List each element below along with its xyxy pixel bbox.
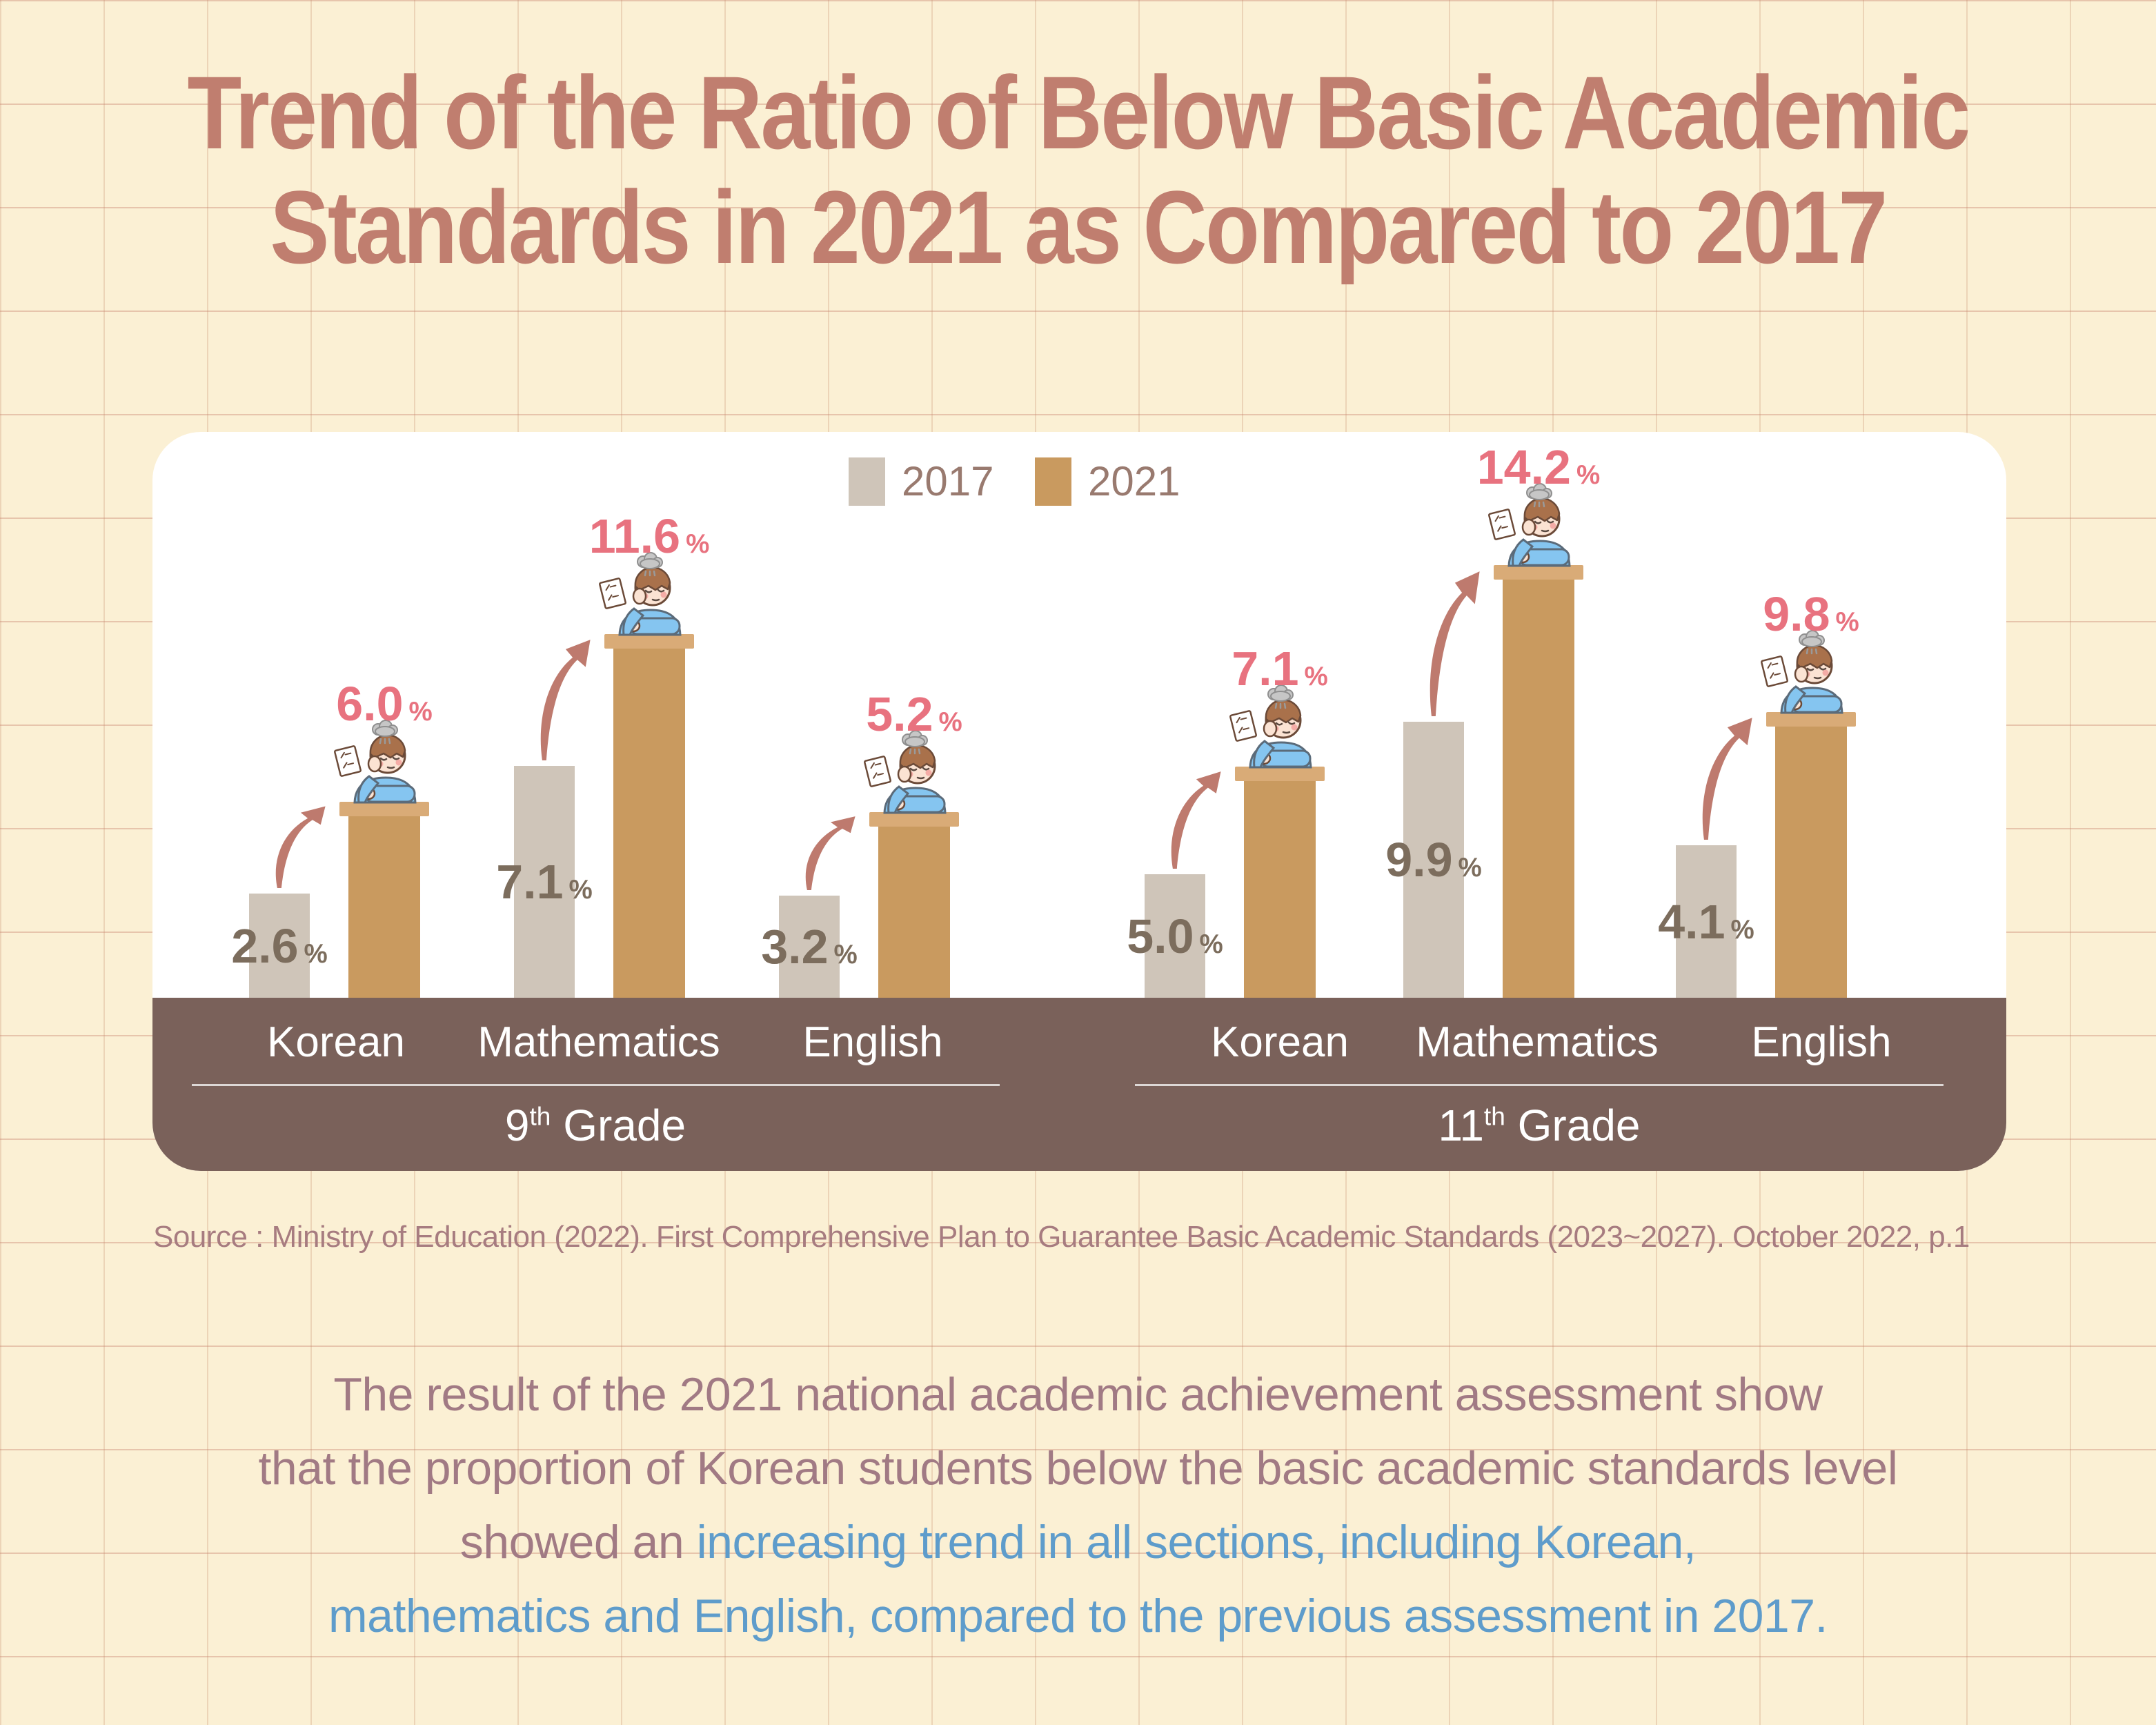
- value-2021-english-11th-grade: 9.8 %: [1763, 587, 1859, 641]
- legend-swatch-2017: [849, 457, 885, 506]
- percent-sign: %: [1458, 853, 1482, 883]
- frustrated-student-icon-korean-9th-grade: [333, 720, 436, 816]
- percent-sign: %: [1304, 662, 1328, 691]
- percent-sign: %: [1199, 929, 1223, 959]
- value-2017-english-11th-grade: 4.1 %: [1658, 894, 1754, 949]
- value-2017-korean-9th-grade: 2.6 %: [231, 918, 328, 973]
- summary-line-4-highlight: mathematics and English, compared to the previous assessment in 2017.: [328, 1590, 1828, 1642]
- source-citation: Source : Ministry of Education (2022). First Comprehensive Plan to Guarantee Basic Academic Standards (2023~2027). October 2022, p.1: [153, 1220, 1970, 1254]
- percent-sign: %: [938, 707, 962, 737]
- grade-11-ordinal: th: [1483, 1101, 1505, 1131]
- grade-9-word: Grade: [563, 1101, 686, 1150]
- summary-line-3: [0, 1506, 2156, 1579]
- value-2021-english-9th-grade: 5.2 %: [866, 687, 962, 741]
- value-2021-korean-9th-grade: 6.0 %: [336, 677, 433, 731]
- frustrated-student-icon-korean-11th-grade: [1228, 684, 1332, 781]
- summary-line-3-highlight: increasing trend in all sections, including Korean,: [696, 1516, 1697, 1568]
- value-2021-mathematics-9th-grade: 11.6 %: [589, 509, 710, 563]
- bar-2021-korean-11th-grade: [1244, 781, 1316, 998]
- grade-11-divider-line: [1135, 1084, 1944, 1086]
- category-label-mathematics-9: Mathematics: [477, 1018, 720, 1066]
- increase-arrow-icon-korean-11th-grade: [1165, 769, 1223, 869]
- legend-label-2017: 2017: [902, 458, 994, 504]
- bar-2021-mathematics-11th-grade: [1503, 580, 1574, 998]
- summary-line-2: that the proportion of Korean students below the basic academic standards level: [258, 1442, 1898, 1495]
- category-label-mathematics-11: Mathematics: [1416, 1018, 1659, 1066]
- category-label-english-11: English: [1751, 1018, 1892, 1066]
- frustrated-student-icon-english-11th-grade: [1759, 630, 1863, 727]
- value-2021-korean-11th-grade: 7.1 %: [1232, 642, 1328, 696]
- increase-arrow-icon-english-11th-grade: [1696, 714, 1754, 840]
- percent-sign: %: [833, 940, 858, 969]
- summary-paragraph: [0, 1358, 2156, 1653]
- chart-panel: [152, 432, 2006, 1171]
- percent-sign: %: [408, 697, 433, 727]
- legend-swatch-2021: [1035, 457, 1071, 506]
- frustrated-student-icon-mathematics-11th-grade: [1487, 483, 1590, 580]
- summary-line-1: The result of the 2021 national academic achievement assessment show: [333, 1368, 1823, 1421]
- bar-2021-english-11th-grade: [1775, 727, 1847, 998]
- percent-sign: %: [686, 529, 710, 559]
- legend-label-2021: 2021: [1088, 458, 1180, 504]
- grade-label-9: [423, 1091, 768, 1160]
- grade-9-ordinal: th: [529, 1101, 551, 1131]
- grade-11-word: Grade: [1517, 1101, 1641, 1150]
- percent-sign: %: [304, 938, 328, 969]
- page-title-line-2: Standards in 2021 as Compared to 2017: [270, 169, 1886, 285]
- value-2021-mathematics-11th-grade: 14.2 %: [1476, 440, 1601, 494]
- value-2017-mathematics-9th-grade: 7.1 %: [496, 855, 593, 909]
- category-label-english-9: English: [802, 1018, 943, 1066]
- summary-line-3-plain: showed an: [459, 1516, 697, 1568]
- increase-arrow-icon-english-9th-grade: [799, 814, 858, 890]
- grade-9-divider-line: [192, 1084, 1000, 1086]
- value-2017-korean-11th-grade: 5.0 %: [1127, 909, 1223, 963]
- increase-arrow-icon-korean-9th-grade: [269, 804, 328, 888]
- category-label-korean-11: Korean: [1211, 1018, 1349, 1066]
- percent-sign: %: [568, 875, 593, 905]
- value-2017-mathematics-11th-grade: 9.9 %: [1385, 833, 1482, 887]
- percent-sign: %: [1730, 914, 1754, 945]
- page-title: [151, 55, 2006, 284]
- value-2017-english-9th-grade: 3.2 %: [761, 920, 858, 974]
- grade-label-11: [1367, 1091, 1712, 1160]
- frustrated-student-icon-english-9th-grade: [862, 730, 966, 827]
- grade-11-number: 11: [1438, 1101, 1484, 1150]
- percent-sign: %: [1835, 607, 1859, 637]
- category-label-korean-9: Korean: [267, 1018, 405, 1066]
- frustrated-student-icon-mathematics-9th-grade: [597, 552, 701, 649]
- grade-9-number: 9: [504, 1101, 530, 1150]
- page-title-line-1: Trend of the Ratio of Below Basic Academic: [187, 55, 1969, 170]
- percent-sign: %: [1576, 460, 1601, 490]
